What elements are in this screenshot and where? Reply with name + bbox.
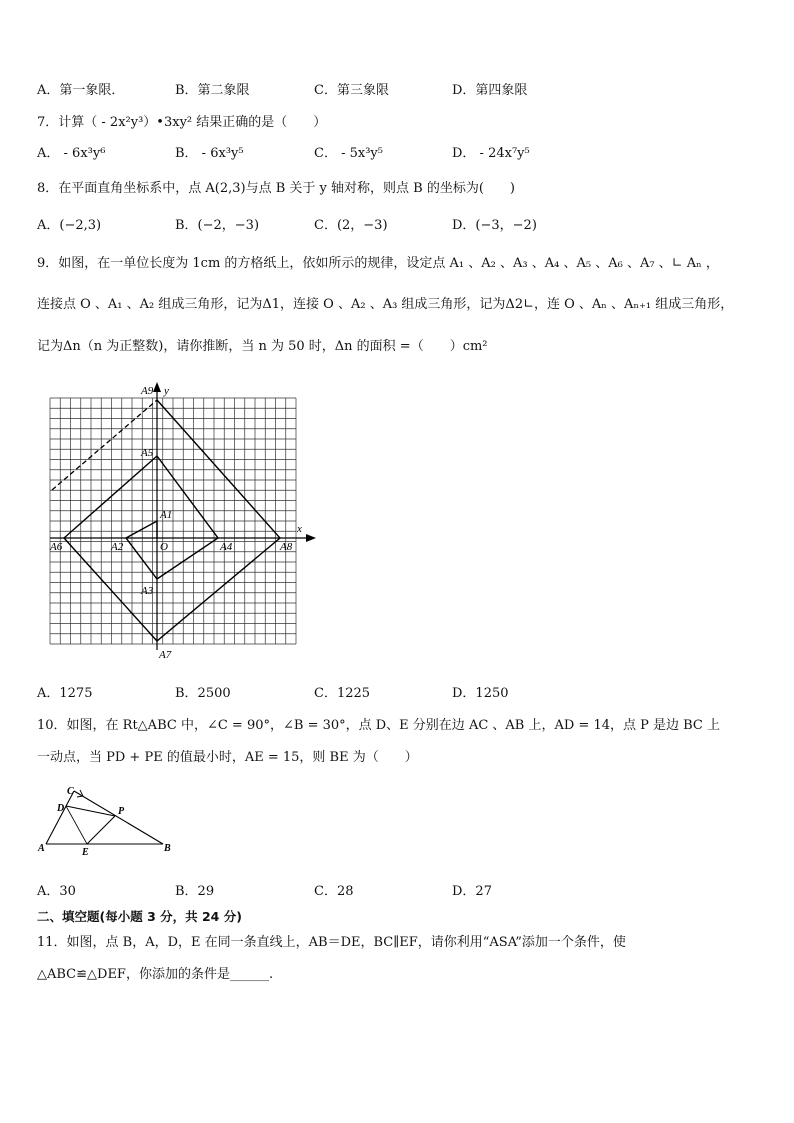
q6-option-a: A．第一象限． (37, 83, 125, 98)
q7-option-a: A． - 6x³y⁶ (37, 146, 106, 161)
label-a8: A8 (280, 541, 293, 553)
q10-line-2: 一动点，当 PD + PE 的值最小时，AE = 15，则 BE 为（ ） (37, 750, 418, 765)
y-axis-arrow (153, 382, 161, 392)
label-p: P (118, 806, 125, 817)
q9-option-b: B．2500 (175, 686, 231, 701)
label-a: A (38, 843, 45, 854)
label-y: y (164, 385, 169, 397)
x-axis-arrow (306, 534, 316, 542)
q6-option-c: C．第三象限 (314, 83, 389, 98)
label-a5: A5 (141, 447, 154, 459)
label-a4: A4 (220, 541, 233, 553)
q6-option-d: D．第四象限 (452, 83, 528, 98)
q11-line-2: △ABC≌△DEF，你添加的条件是______. (37, 967, 274, 982)
q9-line-3: 记为Δn（n 为正整数)，请你推断，当 n 为 50 时，Δn 的面积 =（ ）cm² (37, 339, 488, 354)
q10-option-d: D．27 (452, 884, 492, 899)
q9-option-d: D．1250 (452, 686, 509, 701)
dashed-continuation (52, 400, 157, 490)
label-x: x (297, 523, 302, 535)
label-a3: A3 (141, 585, 154, 597)
label-a7: A7 (159, 649, 172, 661)
q8-text: 8．在平面直角坐标系中，点 A(2,3)与点 B 关于 y 轴对称，则点 B 的坐标为( ) (37, 181, 515, 196)
label-e: E (82, 847, 89, 858)
section-heading: 二、填空题(每小题 3 分，共 24 分) (37, 909, 242, 924)
q7-option-c: C． - 5x³y⁵ (314, 146, 383, 161)
label-b: B (164, 843, 171, 854)
q9-line-2: 连接点 O 、A₁ 、A₂ 组成三角形，记为Δ1，连接 O 、A₂ 、A₃ 组成三角形，记为Δ2∟，连 O 、Aₙ 、Aₙ₊₁ 组成三角形， (37, 297, 734, 312)
q10-option-b: B．29 (175, 884, 215, 899)
q10-triangle-figure (35, 785, 180, 860)
q9-line-1: 9．如图，在一单位长度为 1cm 的方格纸上，依如所示的规律，设定点 A₁ 、A₂ 、A₃ 、A₄ 、A₅ 、A₆ 、A₇ 、∟ Aₙ ， (37, 256, 719, 271)
grid-lines (50, 398, 296, 644)
label-d: D (57, 803, 65, 814)
label-a2: A2 (111, 541, 124, 553)
q8-option-b: B．(−2，−3) (175, 218, 260, 233)
q8-option-a: A．(−2,3) (37, 218, 102, 233)
q6-option-b: B．第二象限 (175, 83, 250, 98)
q9-grid-figure (40, 380, 330, 662)
q7-text: 7．计算（ - 2x²y³）•3xy² 结果正确的是（ ） (37, 115, 327, 130)
q10-line-1: 10．如图，在 Rt△ABC 中，∠C = 90°，∠B = 30°，点 D、E 分别在边 AC 、AB 上，AD = 14，点 P 是边 BC 上 (37, 718, 721, 733)
q11-line-1: 11．如图，点 B，A，D，E 在同一条直线上，AB＝DE，BC∥EF，请你利用“ASA”添加一个条件，使 (37, 935, 626, 950)
q9-option-c: C．1225 (314, 686, 371, 701)
q7-option-b: B． - 6x³y⁵ (175, 146, 244, 161)
label-a9: A9 (141, 385, 154, 397)
label-a1: A1 (160, 509, 173, 521)
label-a6: A6 (50, 541, 63, 553)
label-c: C (67, 786, 74, 797)
q10-option-c: C．28 (314, 884, 354, 899)
q8-option-d: D．(−3，−2) (452, 218, 537, 233)
q10-option-a: A．30 (37, 884, 76, 899)
q7-option-d: D． - 24x⁷y⁵ (452, 146, 530, 161)
q8-option-c: C．(2，−3) (314, 218, 388, 233)
label-origin: O (160, 541, 168, 553)
q9-option-a: A．1275 (37, 686, 93, 701)
